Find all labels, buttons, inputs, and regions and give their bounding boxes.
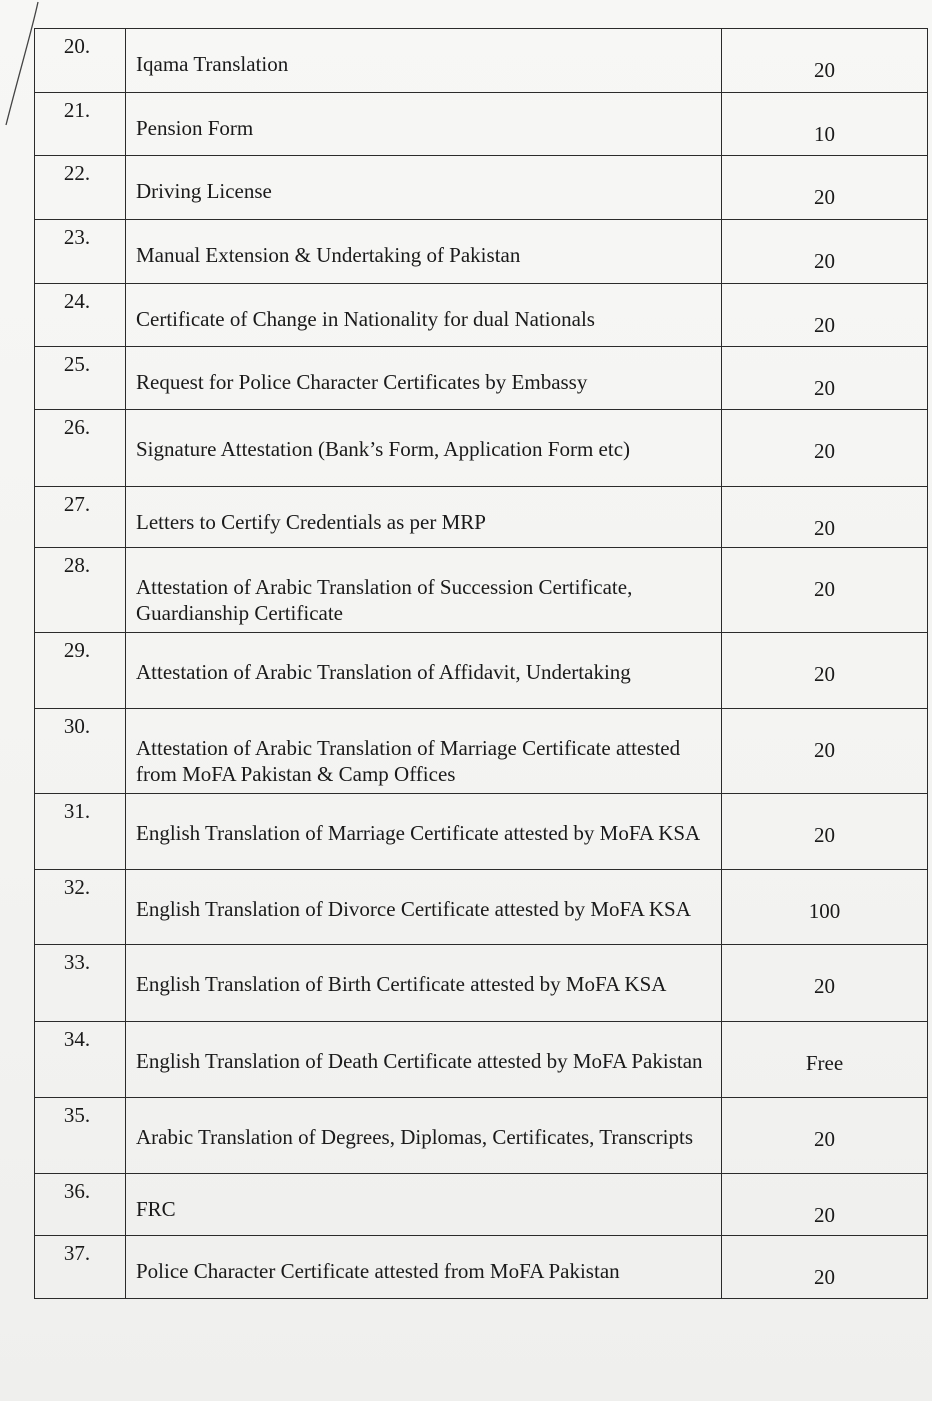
row-number-cell xyxy=(35,709,126,794)
table-row xyxy=(35,347,928,410)
service-description: Iqama Translation xyxy=(126,29,722,93)
service-description: Arabic Translation of Degrees, Diplomas, Certificates, Transcripts xyxy=(126,1098,722,1174)
row-number-cell xyxy=(35,93,126,156)
row-number-cell xyxy=(35,487,126,548)
table-row xyxy=(35,1236,928,1299)
row-number: 29. xyxy=(63,638,91,662)
service-description: English Translation of Birth Certificate attested by MoFA KSA xyxy=(126,945,722,1022)
row-number: 34. xyxy=(63,1027,91,1051)
row-number-cell xyxy=(35,410,126,487)
service-fee: 20 xyxy=(722,1098,928,1174)
service-fee: 20 xyxy=(722,633,928,709)
table-row xyxy=(35,156,928,220)
service-description: Signature Attestation (Bank’s Form, Application Form etc) xyxy=(126,410,722,487)
service-fee: 100 xyxy=(722,870,928,945)
row-number-cell xyxy=(35,794,126,870)
row-number: 36. xyxy=(63,1179,91,1203)
service-description: Police Character Certificate attested from MoFA Pakistan xyxy=(126,1236,722,1299)
row-number: 33. xyxy=(63,950,91,974)
service-fee: 20 xyxy=(722,548,928,633)
fee-table-container xyxy=(34,28,904,1299)
service-fee: 20 xyxy=(722,156,928,220)
row-number-cell xyxy=(35,1236,126,1299)
service-description: Attestation of Arabic Translation of Affidavit, Undertaking xyxy=(126,633,722,709)
service-fee: 20 xyxy=(722,29,928,93)
row-number: 35. xyxy=(63,1103,91,1127)
row-number-cell xyxy=(35,548,126,633)
service-description: Pension Form xyxy=(126,93,722,156)
row-number: 26. xyxy=(63,415,91,439)
fee-table-body xyxy=(35,29,928,1299)
service-description: Letters to Certify Credentials as per MRP xyxy=(126,487,722,548)
service-fee: 20 xyxy=(722,284,928,347)
row-number-cell xyxy=(35,156,126,220)
table-row xyxy=(35,93,928,156)
service-description: English Translation of Marriage Certificate attested by MoFA KSA xyxy=(126,794,722,870)
service-description: Driving License xyxy=(126,156,722,220)
row-number-cell xyxy=(35,633,126,709)
row-number: 22. xyxy=(63,161,91,185)
row-number: 37. xyxy=(63,1241,91,1265)
row-number: 23. xyxy=(63,225,91,249)
row-number-cell xyxy=(35,1022,126,1098)
table-row xyxy=(35,945,928,1022)
row-number-cell xyxy=(35,347,126,410)
service-fee: Free xyxy=(722,1022,928,1098)
row-number: 28. xyxy=(63,553,91,577)
table-row xyxy=(35,284,928,347)
table-row xyxy=(35,29,928,93)
row-number-cell xyxy=(35,1174,126,1236)
row-number-cell xyxy=(35,945,126,1022)
table-row xyxy=(35,410,928,487)
table-row xyxy=(35,1022,928,1098)
table-row xyxy=(35,487,928,548)
service-fee: 10 xyxy=(722,93,928,156)
service-description: Attestation of Arabic Translation of Marriage Certificate attested from MoFA Pakistan & Camp Offices xyxy=(126,709,722,794)
row-number-cell xyxy=(35,29,126,93)
table-row xyxy=(35,220,928,284)
table-row xyxy=(35,1174,928,1236)
service-fee: 20 xyxy=(722,410,928,487)
service-fee: 20 xyxy=(722,487,928,548)
table-row xyxy=(35,870,928,945)
row-number: 20. xyxy=(63,34,91,58)
row-number-cell xyxy=(35,870,126,945)
service-description: Request for Police Character Certificates by Embassy xyxy=(126,347,722,410)
service-fee: 20 xyxy=(722,1174,928,1236)
service-description: FRC xyxy=(126,1174,722,1236)
service-description: Manual Extension & Undertaking of Pakistan xyxy=(126,220,722,284)
row-number: 31. xyxy=(63,799,91,823)
service-description: English Translation of Death Certificate attested by MoFA Pakistan xyxy=(126,1022,722,1098)
service-description: Attestation of Arabic Translation of Succession Certificate, Guardianship Certificate xyxy=(126,548,722,633)
row-number: 27. xyxy=(63,492,91,516)
table-row xyxy=(35,794,928,870)
row-number: 32. xyxy=(63,875,91,899)
service-fee: 20 xyxy=(722,945,928,1022)
row-number-cell xyxy=(35,284,126,347)
table-row xyxy=(35,1098,928,1174)
service-fee: 20 xyxy=(722,347,928,410)
service-fee: 20 xyxy=(722,220,928,284)
table-row xyxy=(35,633,928,709)
row-number-cell xyxy=(35,1098,126,1174)
service-fee: 20 xyxy=(722,794,928,870)
row-number: 25. xyxy=(63,352,91,376)
service-fee: 20 xyxy=(722,709,928,794)
row-number: 21. xyxy=(63,98,91,122)
service-fee: 20 xyxy=(722,1236,928,1299)
table-row xyxy=(35,709,928,794)
row-number-cell xyxy=(35,220,126,284)
service-description: Certificate of Change in Nationality for dual Nationals xyxy=(126,284,722,347)
service-description: English Translation of Divorce Certificate attested by MoFA KSA xyxy=(126,870,722,945)
fee-table xyxy=(34,28,928,1299)
row-number: 24. xyxy=(63,289,91,313)
row-number: 30. xyxy=(63,714,91,738)
table-row xyxy=(35,548,928,633)
